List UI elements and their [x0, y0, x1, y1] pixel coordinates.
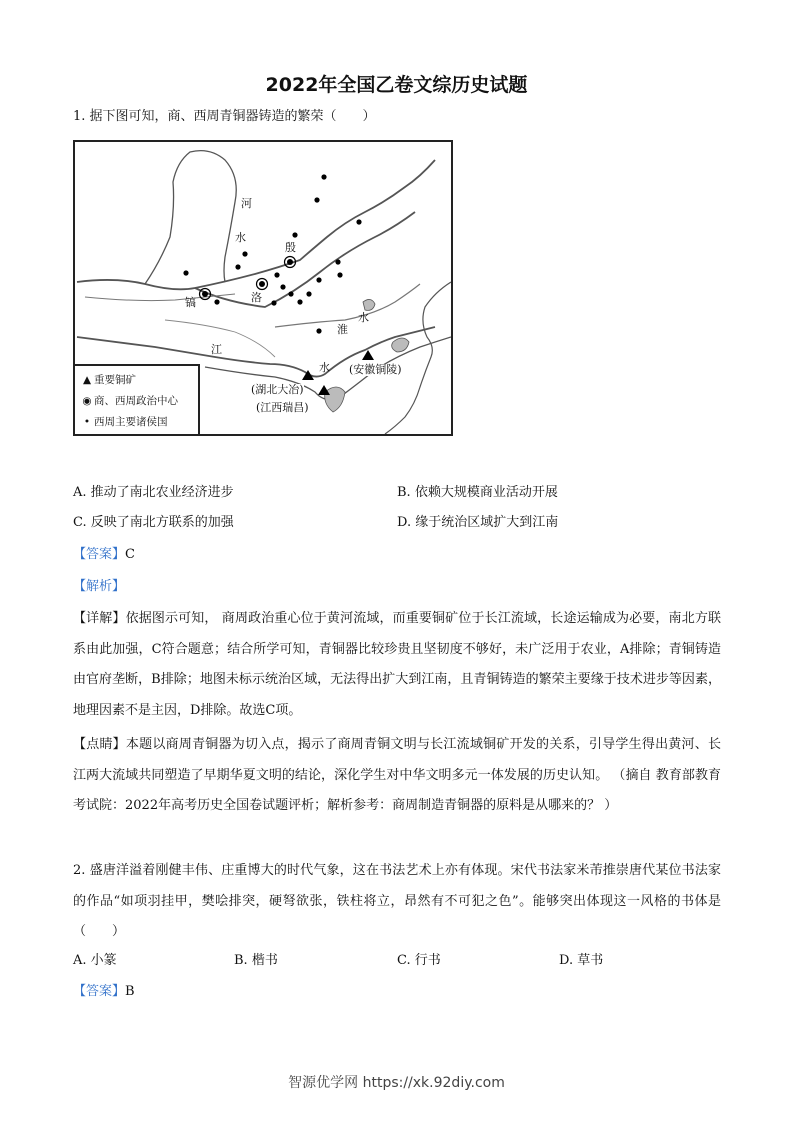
page-footer-watermark: 智源优学网 https://xk.92diy.com: [288, 1075, 505, 1091]
q1-answer: 【答案】C: [73, 547, 135, 562]
center-luo: [257, 279, 268, 290]
yellow-river-bank: [195, 212, 415, 307]
q2-option-a: A. 小篆: [73, 953, 117, 968]
q1-option-a: A. 推动了南北农业经济进步: [73, 485, 234, 500]
question-1-stem: 1. 据下图可知，商、西周青铜器铸造的繁荣（ ）: [73, 109, 376, 124]
q1-option-b: B. 依赖大规模商业活动开展: [397, 485, 558, 500]
label-anhui-tongling: (安徽铜陵): [349, 363, 402, 376]
yellow-river: [77, 160, 435, 289]
bronze-copper-map: [73, 140, 453, 436]
label-luo: 洛: [251, 291, 262, 304]
mine-anhui: [362, 350, 374, 360]
q2-option-c: C. 行书: [397, 953, 441, 968]
q2-option-d: D. 草书: [559, 953, 604, 968]
hongze-lake: [363, 299, 375, 310]
q2-option-b: B. 楷书: [234, 953, 278, 968]
label-he: 河: [241, 197, 252, 210]
label-shui-3: 水: [319, 361, 330, 374]
q1-option-d: D. 缘于统治区域扩大到江南: [397, 515, 559, 530]
map-legend: [75, 364, 200, 436]
label-huai: 淮: [337, 323, 348, 336]
vassal-dots: [183, 174, 361, 333]
huai-river: [275, 284, 420, 327]
label-hubei-daye: (湖北大冶): [251, 383, 304, 396]
q1-option-c: C. 反映了南北方联系的加强: [73, 515, 234, 530]
taihu-lake: [392, 338, 409, 352]
label-jiangxi-ruichang: (江西瑞昌): [256, 401, 309, 414]
question-2-stem: 2. 盛唐洋溢着刚健丰伟、庄重博大的时代气象，这在书法艺术上亦有体现。宋代书法家米芾推崇唐代某位书法家的作品“如项羽挂甲，樊哙排突，硬弩欲张，铁柱将立，昂然有不可犯之色”。能够突出体现这一风格的书体是（ ）: [73, 863, 721, 939]
label-jiang: 江: [211, 343, 222, 356]
q1-detail: 【详解】依据图示可知， 商周政治重心位于黄河流域，而重要铜矿位于长江流域，长途运输成为必要，南北方联系由此加强，C符合题意；结合所学可知，青铜器比较珍贵且坚韧度不够好，未广泛用于农业，A排除；青铜铸造由官府垄断，B排除；地图未标示统治区域，无法得出扩大到江南，且青铜铸造的繁荣主要缘于技术进步等因素，地理因素不是主因，D排除。故选C项。: [73, 611, 721, 718]
q1-analysis-heading: 【解析】: [73, 579, 126, 594]
label-hao: 镐: [185, 296, 196, 309]
dot-icon: •: [83, 416, 91, 428]
label-yin: 殷: [285, 241, 296, 254]
page-title: 2022年全国乙卷文综历史试题: [265, 74, 528, 96]
legend-center: ◉ 商、西周政治中心: [80, 395, 178, 407]
poyang-lake: [325, 387, 345, 412]
ordos-loop: [145, 151, 236, 284]
label-shui-2: 水: [358, 311, 369, 324]
q1-point: 【点睛】本题以商周青铜器为切入点，揭示了商周青铜文明与长江流域铜矿开发的关系，引导学生得出黄河、长江两大流域共同塑造了早期华夏文明的结论，深化学生对中华文明多元一体发展的历史认知。 （摘自 教育部教育考试院：2022年高考历史全国卷试题评析；解析参考：商周制造青铜器的原料是从哪来的？ ）: [73, 737, 721, 813]
target-circle-icon: ◉: [82, 395, 92, 407]
triangle-icon: ▲: [82, 374, 92, 386]
legend-copper: ▲ 重要铜矿: [80, 374, 136, 386]
label-shui-1: 水: [235, 231, 246, 244]
legend-vassal: • 西周主要诸侯国: [80, 416, 168, 428]
q2-answer: 【答案】B: [73, 984, 135, 999]
